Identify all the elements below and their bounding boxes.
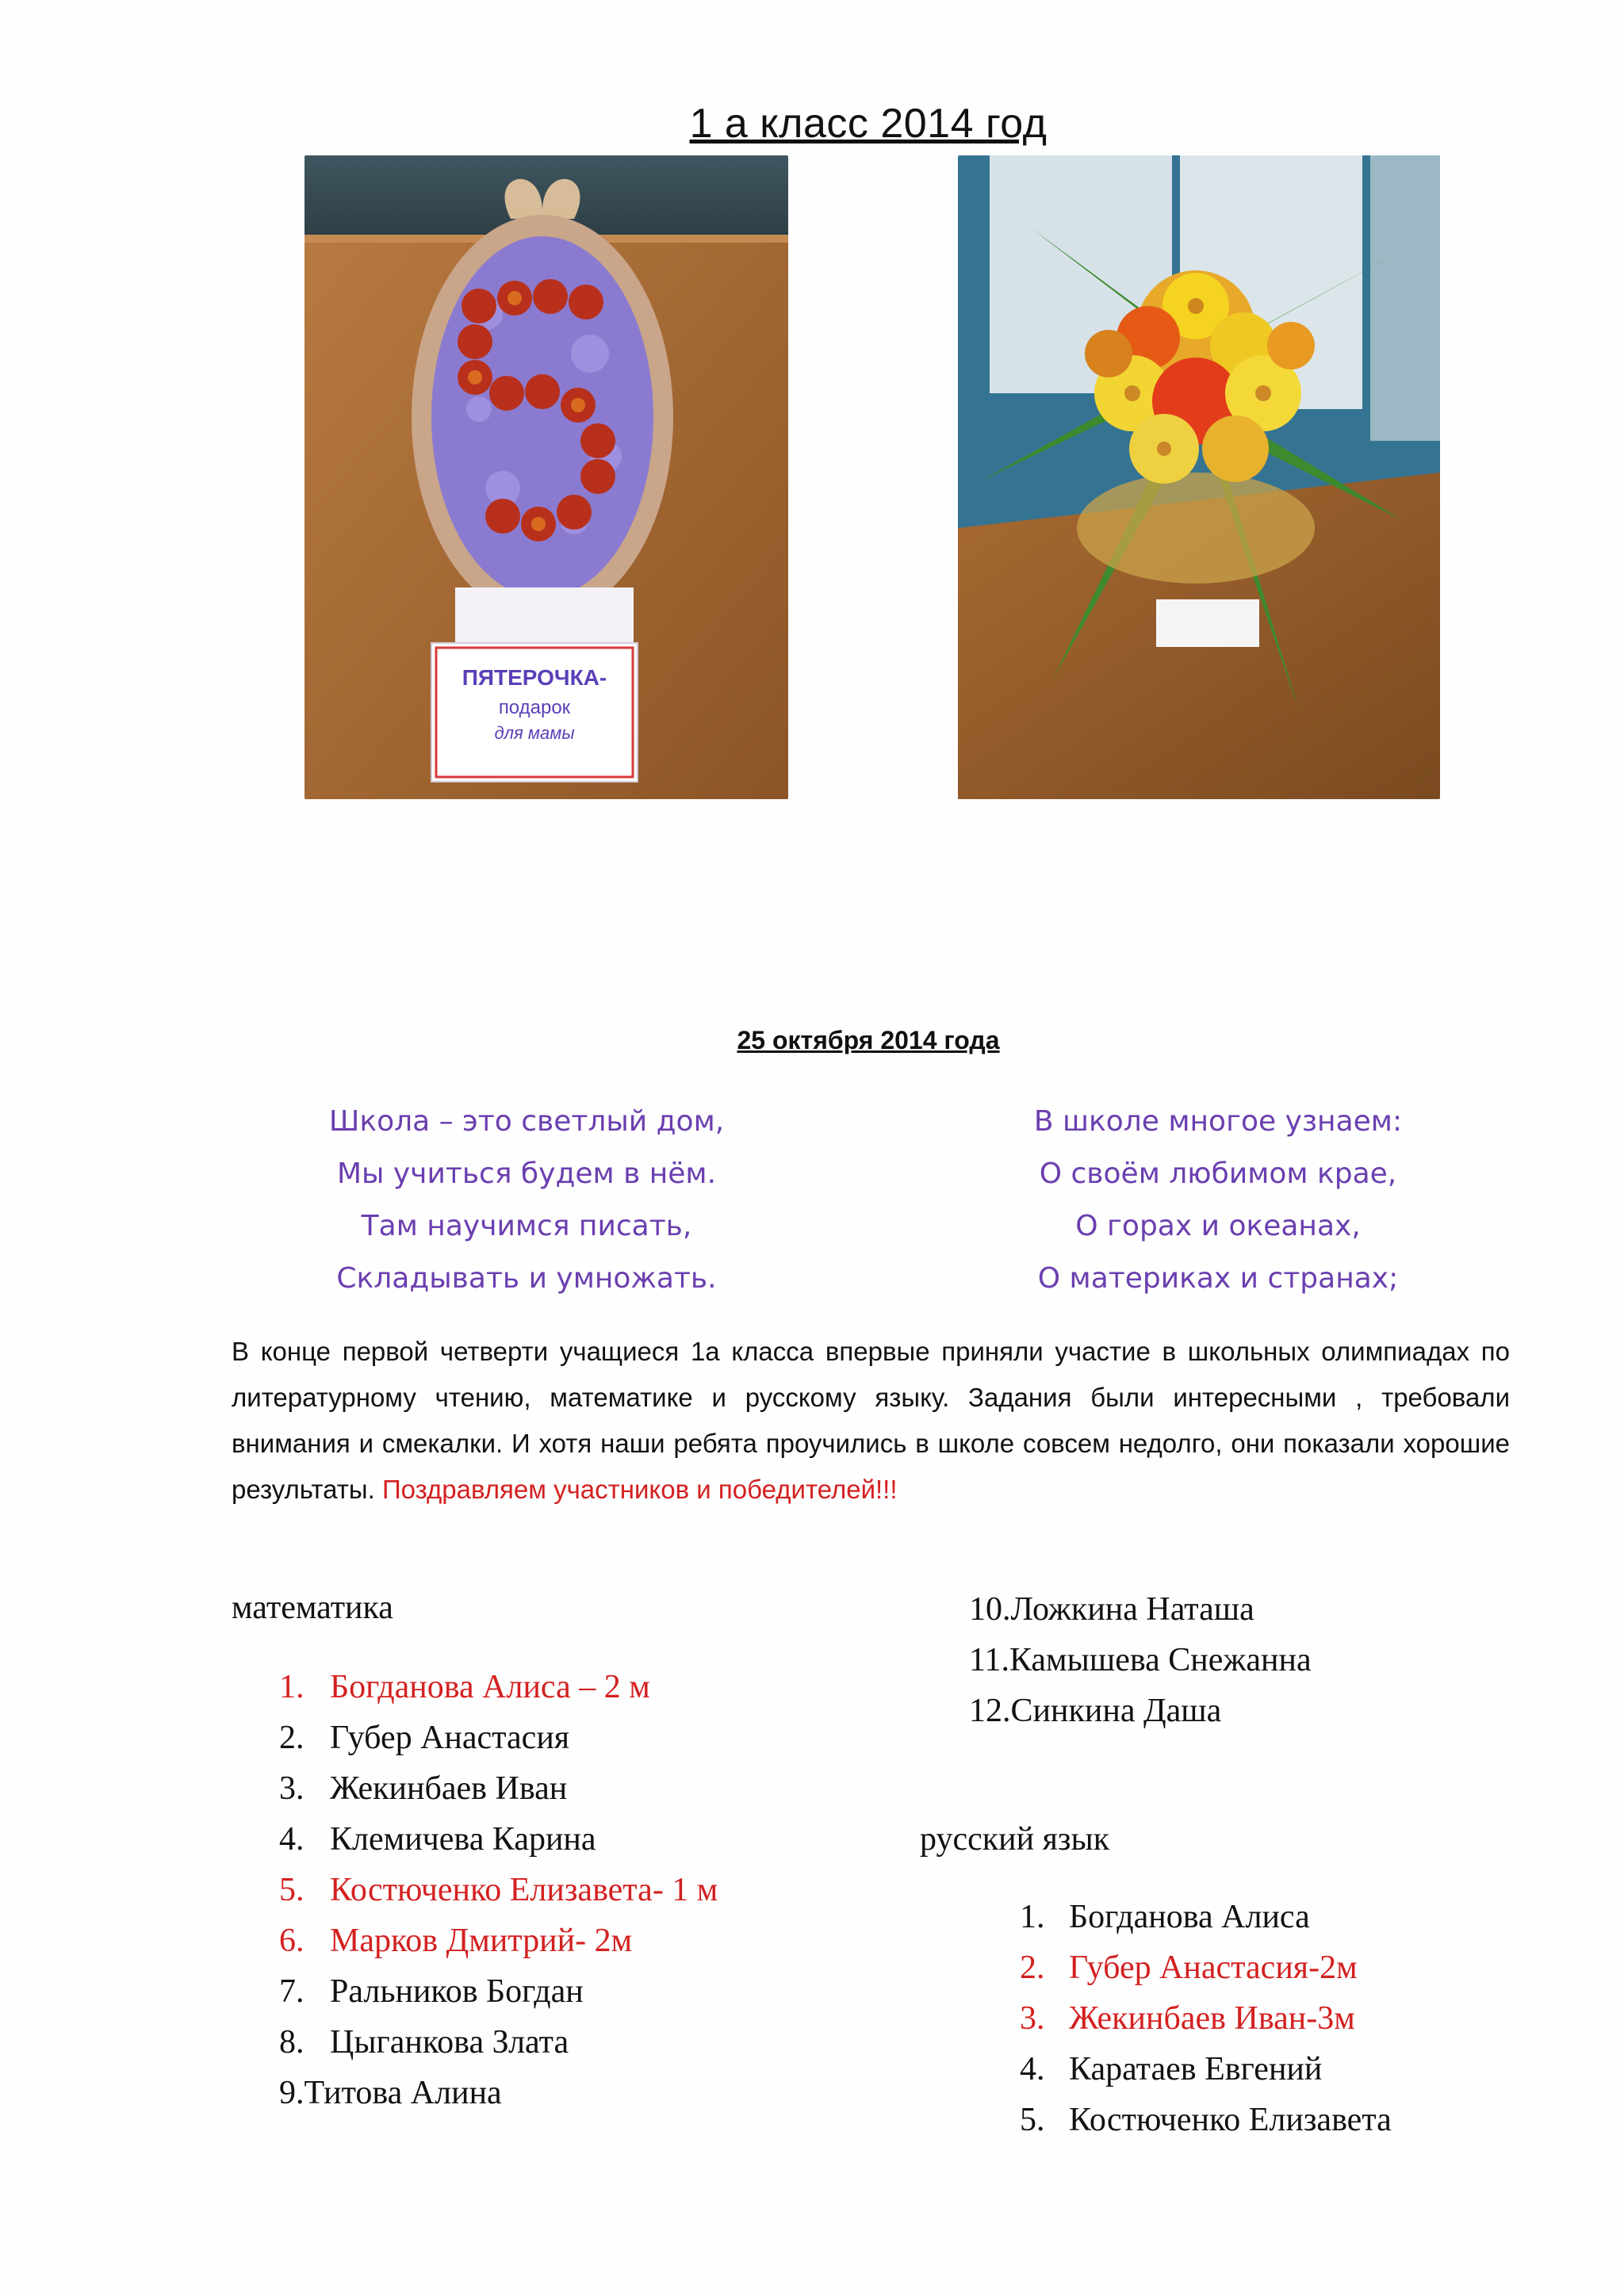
date-heading: 25 октября 2014 года bbox=[737, 1026, 1000, 1054]
list-item bbox=[969, 1635, 1312, 1686]
item-number: 4. bbox=[279, 1821, 304, 1858]
item-number: 1. bbox=[279, 1669, 304, 1705]
russian-participants-list bbox=[1020, 1892, 1392, 2145]
item-number: 3. bbox=[1020, 2000, 1045, 2037]
bouquet-image bbox=[958, 155, 1440, 799]
photo-flower-bouquet bbox=[958, 155, 1440, 799]
participant-name: Марков Дмитрий- 2м bbox=[330, 1923, 633, 1959]
participant-name: Богданова Алиса bbox=[1069, 1899, 1310, 1935]
participant-name: Губер Анастасия-2м bbox=[1069, 1950, 1358, 1986]
item-number: 7. bbox=[279, 1973, 304, 2010]
participant-name: Ральников Богдан bbox=[330, 1973, 584, 2010]
list-item bbox=[279, 1915, 718, 1966]
item-number: 1. bbox=[1020, 1899, 1045, 1935]
participant-name: Губер Анастасия bbox=[330, 1720, 570, 1756]
participant-name: Жекинбаев Иван bbox=[330, 1770, 568, 1807]
item-number: 11. bbox=[969, 1642, 1009, 1678]
list-item bbox=[279, 1763, 718, 1814]
sign-line-1: ПЯТЕРОЧКА- bbox=[462, 665, 607, 690]
flower-five-image bbox=[304, 155, 788, 799]
list-item bbox=[279, 1662, 718, 1712]
poem-line: Школа – это светлый дом, bbox=[328, 1105, 725, 1138]
intro-paragraph bbox=[232, 1329, 1510, 1513]
participant-name: Синкина Даша bbox=[1010, 1693, 1222, 1729]
participant-name: Ложкина Наташа bbox=[1010, 1591, 1254, 1628]
list-item bbox=[279, 1712, 718, 1763]
poem-line: О своём любимом крае, bbox=[1039, 1158, 1397, 1190]
poem-line: Складывать и умножать. bbox=[336, 1262, 717, 1295]
list-item bbox=[969, 1686, 1312, 1736]
item-number: 5. bbox=[279, 1872, 304, 1908]
item-number: 8. bbox=[279, 2024, 304, 2061]
poem-line: О горах и океанах, bbox=[1075, 1210, 1361, 1242]
list-item bbox=[279, 2068, 718, 2118]
sign-line-2: подарок bbox=[498, 697, 571, 718]
item-number: 5. bbox=[1020, 2102, 1045, 2138]
list-item bbox=[279, 1814, 718, 1865]
item-number: 10. bbox=[969, 1591, 1011, 1628]
poem-stanza-left bbox=[249, 1096, 804, 1305]
list-item bbox=[969, 1584, 1312, 1635]
item-number: 4. bbox=[1020, 2051, 1045, 2087]
participant-name: Костюченко Елизавета- 1 м bbox=[330, 1872, 718, 1908]
russian-section-title: русский язык bbox=[920, 1821, 1110, 1858]
list-item bbox=[1020, 1892, 1392, 1942]
item-number: 9. bbox=[279, 2075, 304, 2111]
list-item bbox=[1020, 2095, 1392, 2145]
participant-name: Цыганкова Злата bbox=[330, 2024, 569, 2061]
math-participants-list-continued bbox=[969, 1584, 1312, 1736]
poem-line: В школе многое узнаем: bbox=[1033, 1105, 1403, 1138]
congratulations-text: Поздравляем участников и победителей!!! bbox=[381, 1475, 898, 1504]
participant-name: Каратаев Евгений bbox=[1069, 2051, 1323, 2087]
math-section-title: математика bbox=[232, 1590, 393, 1626]
item-number: 6. bbox=[279, 1923, 304, 1959]
poem-line: Мы учиться будем в нём. bbox=[336, 1158, 717, 1190]
poem-line: Там научимся писать, bbox=[361, 1210, 692, 1242]
list-item bbox=[279, 1966, 718, 2017]
item-number: 3. bbox=[279, 1770, 304, 1807]
participant-name: Костюченко Елизавета bbox=[1069, 2102, 1392, 2138]
item-number: 12. bbox=[969, 1693, 1011, 1729]
item-number: 2. bbox=[279, 1720, 304, 1756]
participant-name: Клемичева Карина bbox=[330, 1821, 596, 1858]
participant-name: Титова Алина bbox=[304, 2075, 502, 2111]
list-item bbox=[279, 2017, 718, 2068]
paragraph-text: В конце первой четверти учащиеся 1а класса впервые приняли участие в школьных олимпиадах по литературному чтению, математике и русскому языку. Задания были интересными , требовали внимания и смекалки. И хотя наши ребята проучились в школе совсем недолго, они показали хорошие результаты. bbox=[232, 1337, 1510, 1504]
participant-name: Богданова Алиса – 2 м bbox=[330, 1669, 650, 1705]
participant-name: Камышева Снежанна bbox=[1009, 1642, 1312, 1678]
photo-flower-five-gift bbox=[304, 155, 788, 799]
sign-line-3: для мамы bbox=[494, 723, 575, 743]
list-item bbox=[1020, 1942, 1392, 1993]
list-item bbox=[1020, 1993, 1392, 2044]
participant-name: Жекинбаев Иван-3м bbox=[1069, 2000, 1355, 2037]
math-participants-list bbox=[279, 1662, 718, 2118]
page-title: 1 а класс 2014 год bbox=[689, 101, 1048, 147]
poem-stanza-right bbox=[940, 1096, 1496, 1305]
item-number: 2. bbox=[1020, 1950, 1045, 1986]
list-item bbox=[279, 1865, 718, 1915]
poem-line: О материках и странах; bbox=[1037, 1262, 1399, 1295]
list-item bbox=[1020, 2044, 1392, 2095]
